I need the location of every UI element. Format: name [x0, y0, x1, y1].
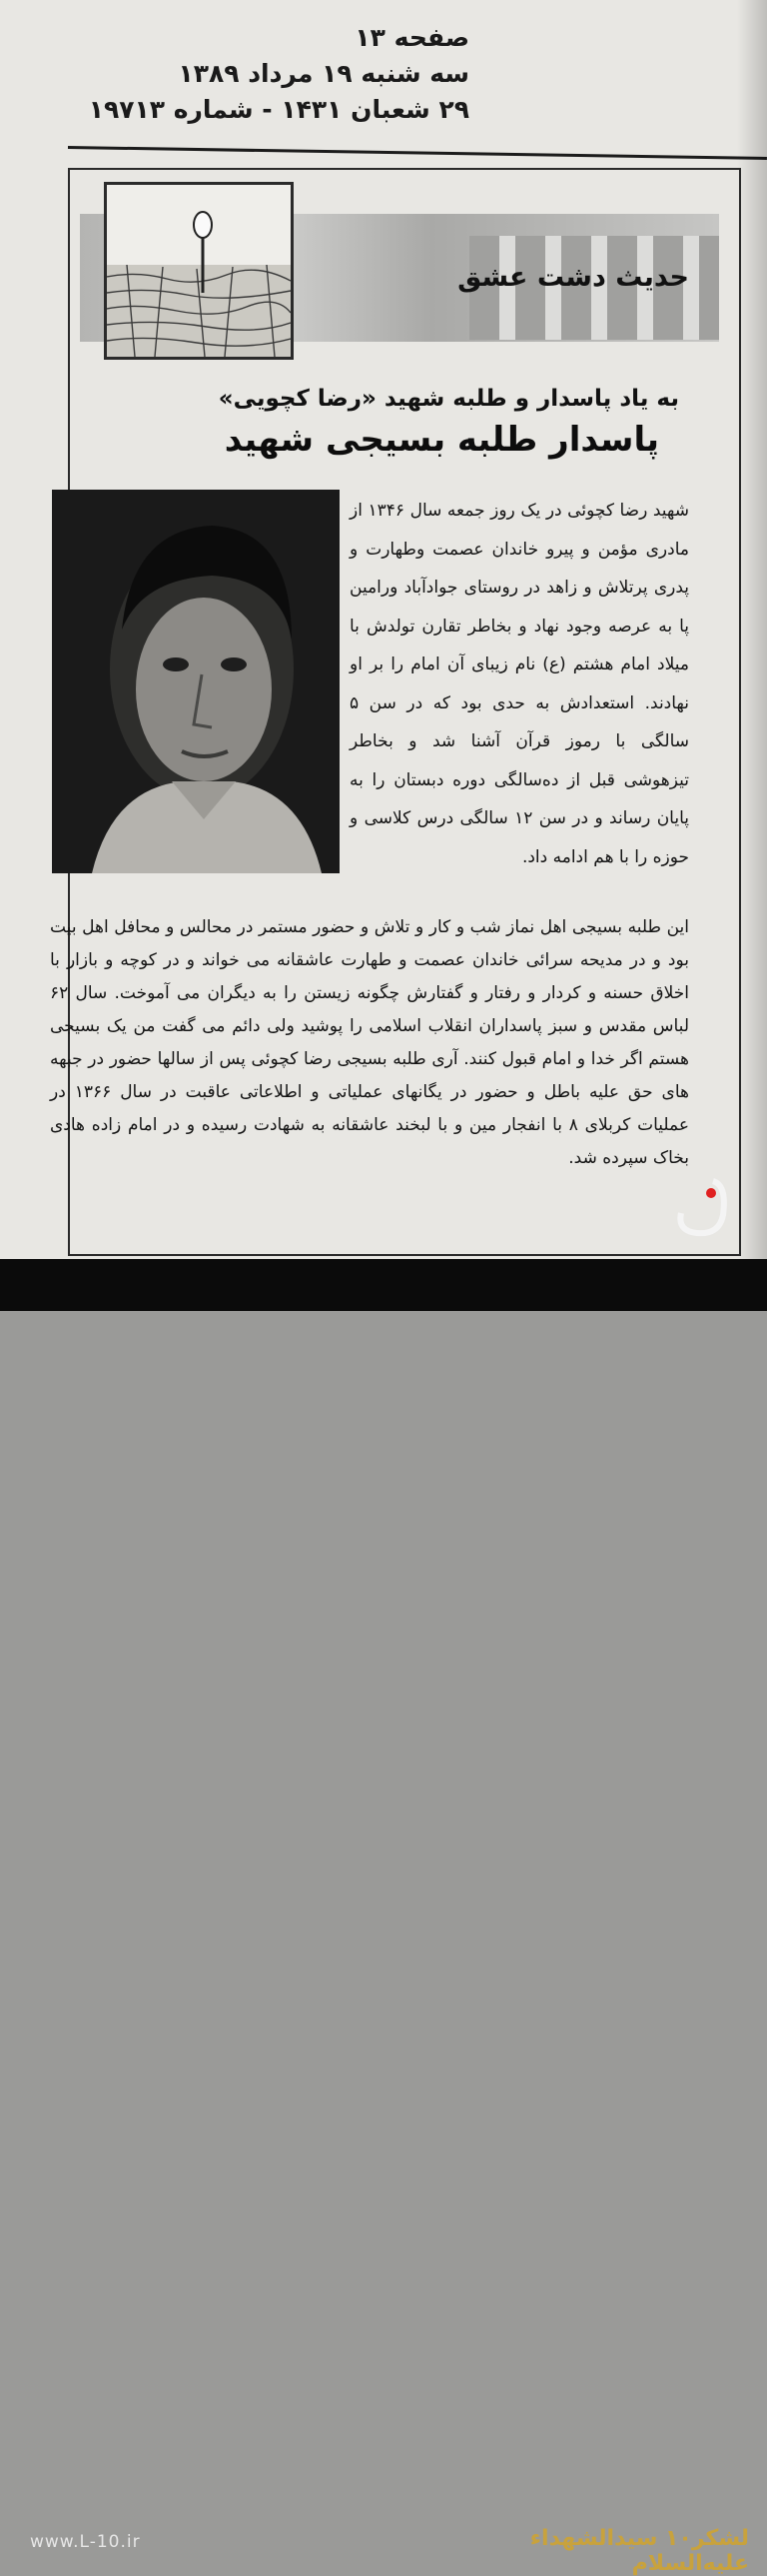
portrait-photo — [52, 490, 340, 873]
newspaper-page — [0, 0, 767, 1259]
footer-bar — [0, 1259, 767, 2576]
article-paragraph-1: شهید رضا کچوئی در یک روز جمعه سال ۱۳۴۶ از مادری مؤمن و پیرو خاندان عصمت وطهارت و پدری پرتلاش و زاهد در روستای جوادآباد ورامین پا به عرصه وجود نهاد و بخاطر تقارن تولدش با میلاد امام هشتم (ع) نام زیبای آن امام را بر او نهادند. استعدادش به حدی بود که در سن ۵ سالگی با رموز قرآن آشنا شد و بخاطر تیزهوشی قبل از ده‌سالگی دوره دبستان را به پایان رساند و در سن ۱۲ سالگی درس کلاسی و حوزه را با هم ادامه داد. — [350, 501, 690, 867]
article-body-column — [350, 492, 689, 876]
article-subtitle: به یاد پاسدار و طلبه شهید «رضا کچویی» — [218, 386, 679, 412]
issue-number: ۲۹ شعبان ۱۴۳۱ - شماره ۱۹۷۱۳ — [88, 95, 469, 124]
section-title: حدیث دشت عشق — [457, 262, 689, 293]
issue-date: سه شنبه ۱۹ مرداد ۱۳۸۹ — [178, 59, 469, 88]
article-paragraph-2: این طلبه بسیجی اهل نماز شب و کار و تلاش و حضور مستمر در محالس و محافل اهل بیت بود و در مدیحه سرائی خاندان عصمت و طهارت عاشقانه می خواند و در کوچه و بازار با اخلاق حسنه و کردار و رفتار و گفتارش چگونه زیستن را به دیگران می آموخت. سال ۶۲ لباس مقدس و سبز پاسداران انقلاب اسلامی را پوشید ولی دائم می گفت من یک بسیجی هستم اگر خدا و امام قبول کنند. آری طلبه بسیجی رضا کچوئی پس از سالها حضور در جبهه های حق علیه باطل و حضور در یگانهای عملیاتی و اطلاعاتی عاقبت در سال ۱۳۶۶ در عملیات کربلای ۸ با انفجار مین و با لبخند عاشقانه به شهادت رسیده و در امام زاده هادی بخاک سپرده شد. — [50, 917, 689, 1168]
header-rule — [68, 146, 767, 160]
article-body-full — [50, 911, 689, 1175]
masthead — [60, 20, 469, 128]
watermark-logo-icon — [663, 1175, 735, 1239]
site-url-link[interactable]: www.L-10.ir — [30, 2532, 141, 2552]
tulip-desert-icon — [104, 182, 294, 360]
page-number: صفحه ۱۳ — [355, 23, 469, 52]
article-headline: پاسدار طلبه بسیجی شهید — [224, 420, 659, 460]
brand-name: لشکر۱۰ سیدالشهداء علیه‌السلام — [529, 2526, 749, 2576]
